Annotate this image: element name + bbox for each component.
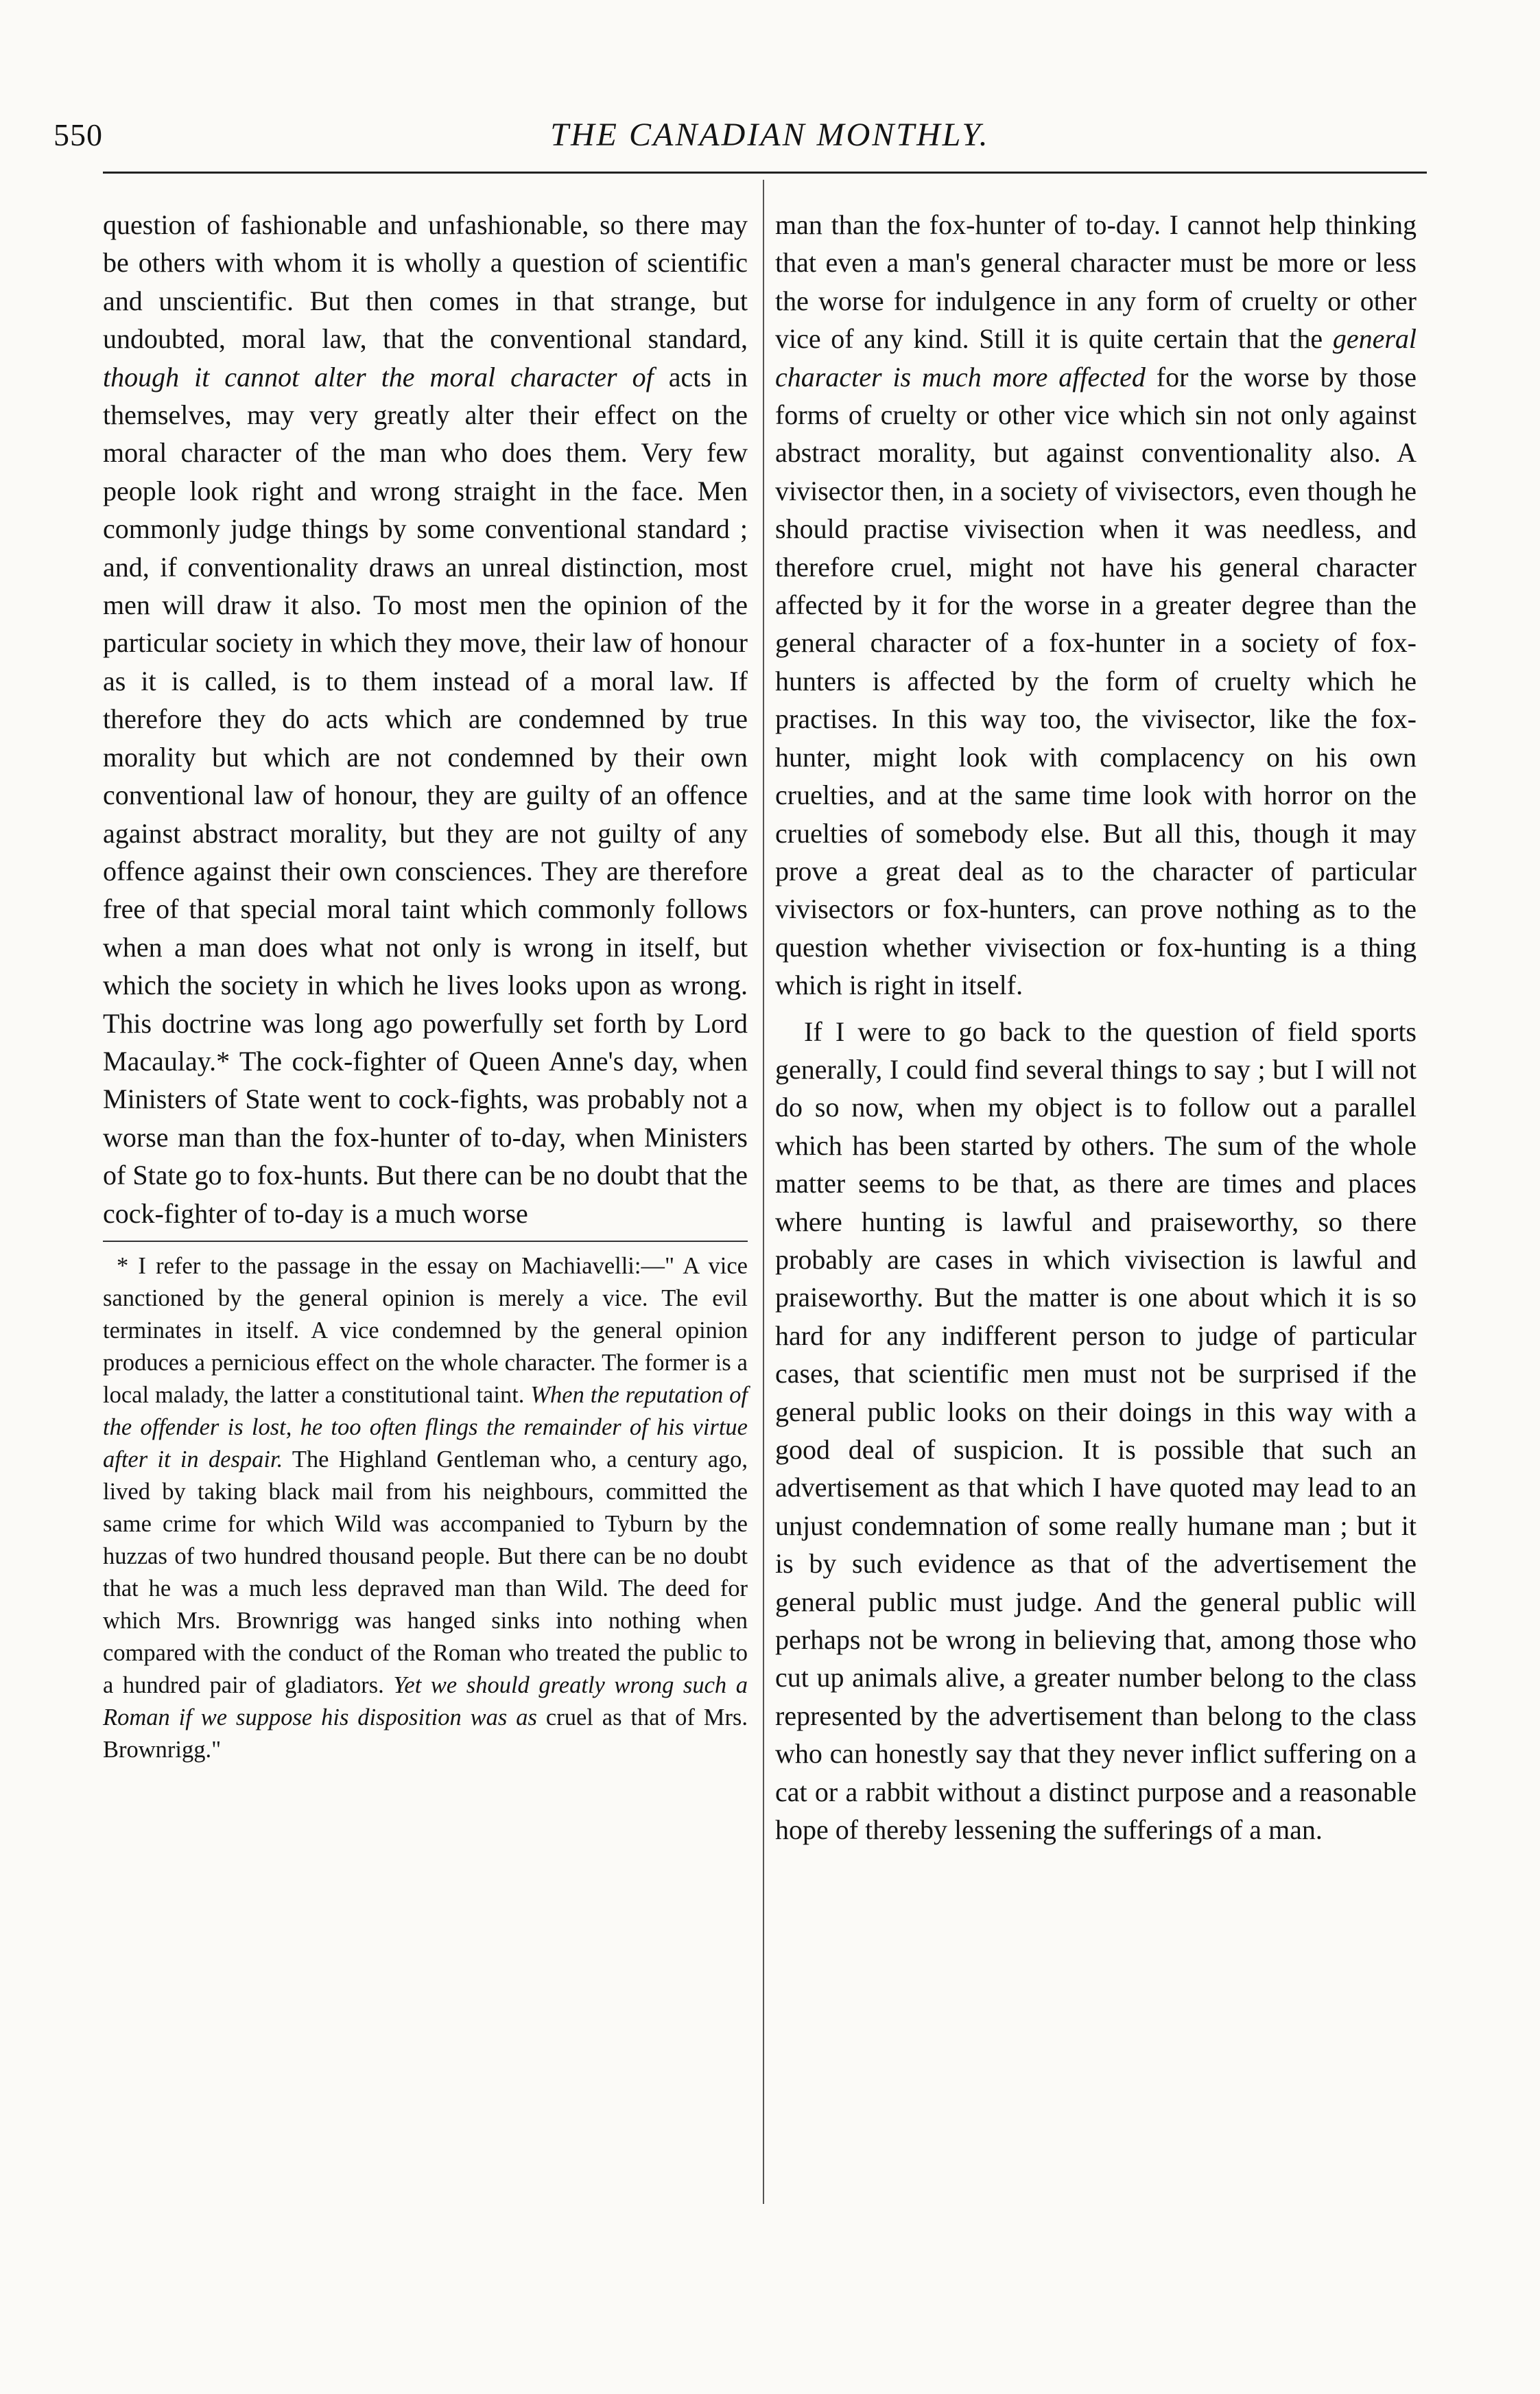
running-head-title: THE CANADIAN MONTHLY. (550, 117, 990, 153)
footnote-italic-2: Yet we should greatly wrong such a Roman if we suppose his disposition was as (103, 1671, 748, 1730)
footnote-text-c: The Highland Gentleman who, a century ago, lived by taking black mail from his neighbours, committed the same crime for which Wild was accompanied to Tyburn by the huzzas of two hundred thousand people. But there can be no doubt that he was a much less depraved man than Wild. The deed for which Mrs. Brownrigg was hanged sinks into nothing when compared with the conduct of the Roman who treated the public to a hundred pair of gladiators. (103, 1446, 748, 1698)
left-column (103, 206, 748, 1766)
footnote-text-e: cruel as that of Mrs. Brownrigg." (103, 1704, 748, 1763)
right-paragraph-1-italic: general character is much more affected (775, 323, 1417, 392)
left-paragraph-1-italic: though it cannot alter the moral character of (103, 361, 654, 392)
footnote-text-a: * I refer to the passage in the essay on Machiavelli:—" A vice sanctioned by the general opinion is merely a vice. The evil terminates in itself. A vice condemned by the general opinion produces a pernicious effect on the whole character. The former is a local malady, the latter a constitutional taint. (103, 1252, 748, 1408)
right-paragraph-2 (775, 1013, 1417, 1849)
left-paragraph-1-text-a: question of fashionable and unfashionable, so there may be others with whom it is wholly a question of scientific and unscientific. But then comes in that strange, but undoubted, moral law, that the conventional standard, (103, 209, 748, 355)
footnote (103, 1250, 748, 1766)
right-paragraph-1-text-a: man than the fox-hunter of to-day. I cannot help thinking that even a man's general character must be more or less the worse for indulgence in any form of cruelty or other vice of any kind. Still it is quite certain that the (775, 209, 1417, 355)
right-paragraph-1 (775, 206, 1417, 1005)
right-paragraph-2-text: If I were to go back to the question of field sports generally, I could find several things to say ; but I will not do so now, when my object is to follow out a parallel which has been started by others. The sum of the whole matter seems to be that, as there are times and places where hunting is lawful and praiseworthy, so there probably are cases in which vivisection is lawful and praiseworthy. But the matter is one about which it is so hard for any indifferent person to judge of particular cases, that scientific men must not be surprised if the general public looks on their doings in this way with a good deal of suspicion. It is possible that such an advertisement as that which I have quoted may lead to an unjust condemnation of some really humane man ; but it is by such evidence as that of the advertisement the general public must judge. And the general public will perhaps not be wrong in believing that, among those who cut up animals alive, a greater number belong to the class represented by the advertisement than belong to the class who can honestly say that they never inflict suffering on a cat or a rabbit without a distinct purpose and a reasonable hope of thereby lessening the sufferings of a man. (775, 1016, 1417, 1846)
page-number: 550 (54, 117, 103, 152)
column-divider (763, 180, 764, 2204)
footnote-rule (103, 1241, 748, 1242)
footnote-italic-1: When the reputation of the offender is lost, he too often flings the remainder of his virtue after it in despair. (103, 1381, 748, 1472)
right-paragraph-1-text-c: for the worse by those forms of cruelty or other vice which sin not only against abstract morality, but against conventionality also. A vivisector then, in a society of vivisectors, even though he should practise vivisection when it was needless, and therefore cruel, might not have his general character affected by it for the worse in a greater degree than the general character of a fox-hunter in a society of fox-hunters is affected by the form of cruelty which he practises. In this way too, the vivisector, like the fox-hunter, might look with complacency on his own cruelties, and at the same time look with horror on the cruelties of somebody else. But all this, though it may prove a great deal as to the character of particular vivisectors or fox-hunters, can prove nothing as to the question whether vivisection or fox-hunting is a thing which is right in itself. (775, 361, 1417, 1001)
right-column (775, 206, 1417, 1849)
header-rule (103, 172, 1427, 174)
left-paragraph-1 (103, 206, 748, 1232)
left-paragraph-1-text-c: acts in themselves, may very greatly alter their effect on the moral character of the man who does them. Very few people look right and wrong straight in the face. Men commonly judge things by some conventional standard ; and, if conventionality draws an unreal distinction, most men will draw it also. To most men the opinion of the particular society in which they move, their law of honour as it is called, is to them instead of a moral law. If therefore they do acts which are condemned by true morality but which are not condemned by their own conventional law of honour, they are guilty of an offence against abstract morality, but they are not guilty of any offence against their own consciences. They are therefore free of that special moral taint which commonly follows when a man does what not only is wrong in itself, but which the society in which he lives looks upon as wrong. This doctrine was long ago powerfully set forth by Lord Macaulay.* The cock-fighter of Queen Anne's day, when Ministers of State went to cock-fights, was probably not a worse man than the fox-hunter of to-day, when Ministers of State go to fox-hunts. But there can be no doubt that the cock-fighter of to-day is a much worse (103, 361, 748, 1229)
